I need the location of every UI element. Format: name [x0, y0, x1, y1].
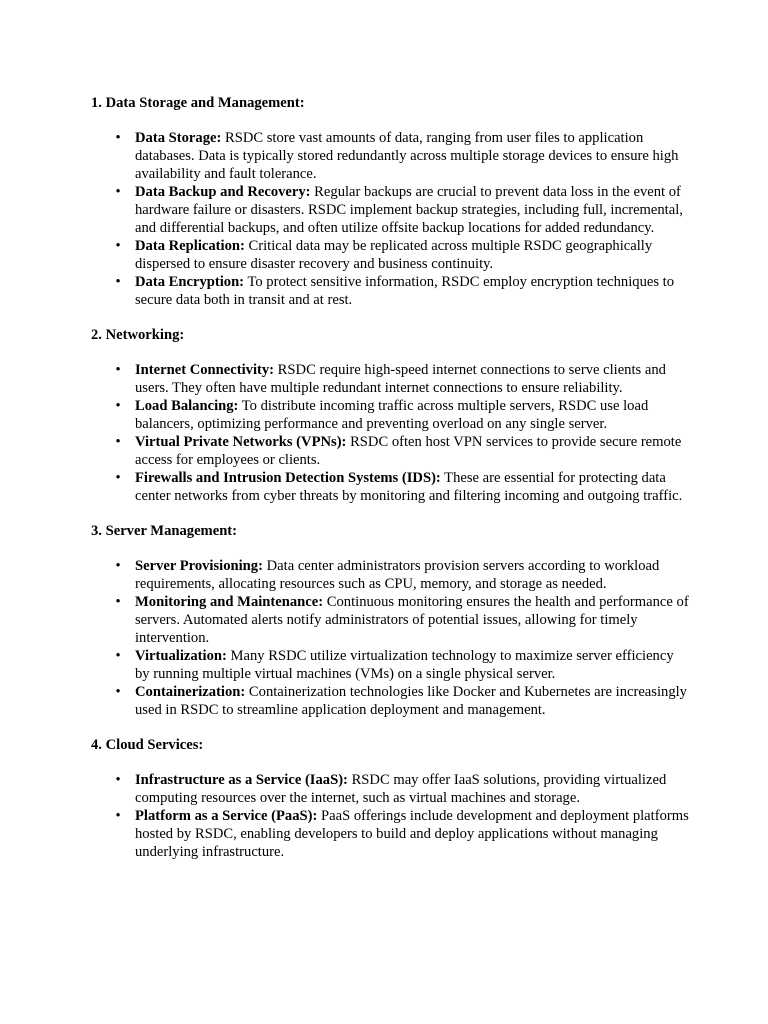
item-text: RSDC require high-speed internet connections to serve clients and users. They often have multiple redundant internet connections to ensure reliability. — [135, 362, 666, 396]
section-heading: 1. Data Storage and Management: — [91, 95, 305, 111]
bullet-icon: • — [115, 184, 121, 200]
bullet-list — [91, 771, 691, 861]
list-item — [91, 771, 691, 807]
item-term: Virtual Private Networks (VPNs): — [135, 434, 347, 450]
item-text: Continuous monitoring ensures the health and performance of servers. Automated alerts notify administrators of potential issues, allowing for timely intervention. — [135, 594, 689, 646]
list-item — [91, 469, 691, 505]
bullet-icon: • — [115, 274, 121, 290]
bullet-icon: • — [115, 130, 121, 146]
section-networking — [91, 326, 691, 505]
item-text: To distribute incoming traffic across multiple servers, RSDC use load balancers, optimizing performance and preventing overload on any single server. — [135, 398, 649, 432]
list-item — [91, 273, 691, 309]
bullet-icon: • — [115, 772, 121, 788]
item-text: RSDC store vast amounts of data, ranging from user files to application databases. Data is typically stored redundantly across multiple storage devices to ensure high availability and fault tolerance. — [135, 130, 679, 182]
list-item — [91, 129, 691, 183]
item-text: Containerization technologies like Docker and Kubernetes are increasingly used in RSDC to streamline application deployment and management. — [135, 684, 687, 718]
bullet-icon: • — [115, 470, 121, 486]
list-item — [91, 683, 691, 719]
section-data-storage — [91, 94, 691, 309]
list-item — [91, 183, 691, 237]
item-term: Internet Connectivity: — [135, 362, 275, 378]
item-text: To protect sensitive information, RSDC employ encryption techniques to secure data both in transit and at rest. — [135, 274, 675, 308]
section-heading: 2. Networking: — [91, 327, 185, 343]
bullet-icon: • — [115, 594, 121, 610]
item-text: These are essential for protecting data center networks from cyber threats by monitoring and filtering incoming and outgoing traffic. — [135, 470, 683, 504]
item-text: Data center administrators provision servers according to workload requirements, allocating resources such as CPU, memory, and storage as needed. — [135, 558, 660, 592]
section-heading: 4. Cloud Services: — [91, 737, 204, 753]
bullet-list — [91, 557, 691, 719]
item-term: Containerization: — [135, 684, 246, 700]
item-term: Load Balancing: — [135, 398, 239, 414]
section-heading: 3. Server Management: — [91, 523, 238, 539]
list-item — [91, 557, 691, 593]
list-item — [91, 397, 691, 433]
item-term: Platform as a Service (PaaS): — [135, 808, 318, 824]
item-term: Data Replication: — [135, 238, 245, 254]
list-item — [91, 593, 691, 647]
item-term: Data Storage: — [135, 130, 222, 146]
item-text: RSDC may offer IaaS solutions, providing virtualized computing resources over the internet, such as virtual machines and storage. — [135, 772, 667, 806]
bullet-icon: • — [115, 808, 121, 824]
item-term: Server Provisioning: — [135, 558, 263, 574]
list-item — [91, 237, 691, 273]
item-text: RSDC often host VPN services to provide secure remote access for employees or clients. — [135, 434, 682, 468]
list-item — [91, 361, 691, 397]
item-term: Virtualization: — [135, 648, 227, 664]
list-item — [91, 807, 691, 861]
item-text: Regular backups are crucial to prevent data loss in the event of hardware failure or disasters. RSDC implement backup strategies, including full, incremental, and differential backups, and often utilize offsite backup locations for added redundancy. — [135, 184, 683, 236]
item-term: Infrastructure as a Service (IaaS): — [135, 772, 348, 788]
section-server-management — [91, 522, 691, 719]
bullet-list — [91, 129, 691, 309]
bullet-icon: • — [115, 648, 121, 664]
item-text: Critical data may be replicated across multiple RSDC geographically dispersed to ensure disaster recovery and business continuity. — [135, 238, 653, 272]
bullet-icon: • — [115, 362, 121, 378]
section-cloud-services — [91, 736, 691, 861]
item-text: PaaS offerings include development and deployment platforms hosted by RSDC, enabling developers to build and deploy applications without managing underlying infrastructure. — [135, 808, 689, 860]
bullet-icon: • — [115, 434, 121, 450]
list-item — [91, 647, 691, 683]
item-term: Monitoring and Maintenance: — [135, 594, 324, 610]
bullet-icon: • — [115, 558, 121, 574]
bullet-icon: • — [115, 398, 121, 414]
item-term: Firewalls and Intrusion Detection Systems (IDS): — [135, 470, 441, 486]
document-page — [91, 94, 691, 878]
bullet-icon: • — [115, 238, 121, 254]
bullet-list — [91, 361, 691, 505]
bullet-icon: • — [115, 684, 121, 700]
item-text: Many RSDC utilize virtualization technology to maximize server efficiency by running multiple virtual machines (VMs) on a single physical server. — [135, 648, 674, 682]
list-item — [91, 433, 691, 469]
item-term: Data Backup and Recovery: — [135, 184, 311, 200]
item-term: Data Encryption: — [135, 274, 245, 290]
